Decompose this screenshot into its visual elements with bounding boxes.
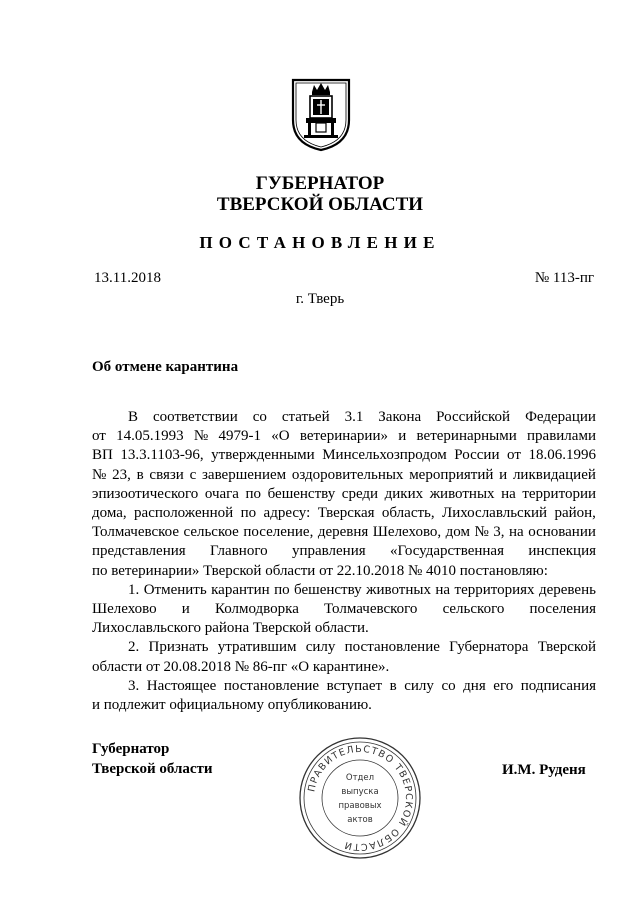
body-line: Толмачевское сельское поселение, деревня Шелехово, дом № 3, на основании — [92, 524, 596, 541]
body-line: 1. Отменить карантин по бешенству животных на территориях деревень — [128, 581, 596, 598]
document-subject: Об отмене карантина — [92, 359, 239, 375]
body-line: эпизоотического очага по бешенству среди диких животных на территории — [92, 485, 596, 502]
stamp-center-line-1: Отдел — [345, 773, 375, 783]
body-line: ВП 13.3.1103-96, утвержденными Минсельхозпродом России от 18.06.1996 — [92, 447, 596, 464]
body-line: Лихославльского района Тверской области. — [92, 620, 369, 637]
body-line: области от 20.08.2018 № 86-пг «О карантине». — [92, 658, 390, 675]
signatory-title-line1: Губернатор — [92, 741, 170, 757]
body-line: представления Главного управления «Государственная инспекция — [92, 543, 596, 560]
signatory-name: И.М. Руденя — [502, 762, 586, 778]
body-line: по ветеринарии» Тверской области от 22.10.2018 № 4010 постановляю: — [92, 562, 548, 579]
issuer-title-line2: ТВЕРСКОЙ ОБЛАСТИ — [216, 194, 424, 215]
document-city: г. Тверь — [295, 291, 345, 307]
round-seal-stamp — [296, 734, 424, 862]
document-number: № 113-пг — [534, 270, 594, 286]
body-line: дома, расположенной по адресу: Тверская область, Лихославльский район, — [92, 505, 596, 521]
body-line: В соответствии со статьей 3.1 Закона Российской Федерации — [128, 409, 596, 425]
coat-of-arms-emblem — [290, 72, 352, 152]
document-date: 13.11.2018 — [94, 270, 161, 286]
body-line: 3. Настоящее постановление вступает в силу со дня его подписания — [128, 677, 596, 694]
document-type-heading: ПОСТАНОВЛЕНИЕ — [199, 233, 441, 252]
body-line: 2. Признать утратившим силу постановление Губернатора Тверской — [128, 639, 596, 656]
body-line: и подлежит официальному опубликованию. — [92, 697, 372, 713]
stamp-center-line-2: выпуска — [341, 787, 379, 797]
stamp-center-line-3: правовых — [338, 801, 382, 811]
stamp-center-line-4: актов — [347, 815, 373, 825]
signatory-title-line2: Тверской области — [92, 761, 213, 777]
issuer-title-line1: ГУБЕРНАТОР — [255, 173, 385, 194]
body-line: от 14.05.1993 № 4979-1 «О ветеринарии» и ветеринарными правилами — [92, 428, 596, 445]
body-line: Шелехово и Колмодворка Толмачевского сельского поселения — [92, 601, 596, 617]
stamp-ring-text: ПРАВИТЕЛЬСТВО ТВЕРСКОЙ ОБЛАСТИ — [306, 743, 415, 853]
body-line: № 23, в связи с завершением оздоровительных мероприятий и ликвидацией — [92, 466, 596, 483]
